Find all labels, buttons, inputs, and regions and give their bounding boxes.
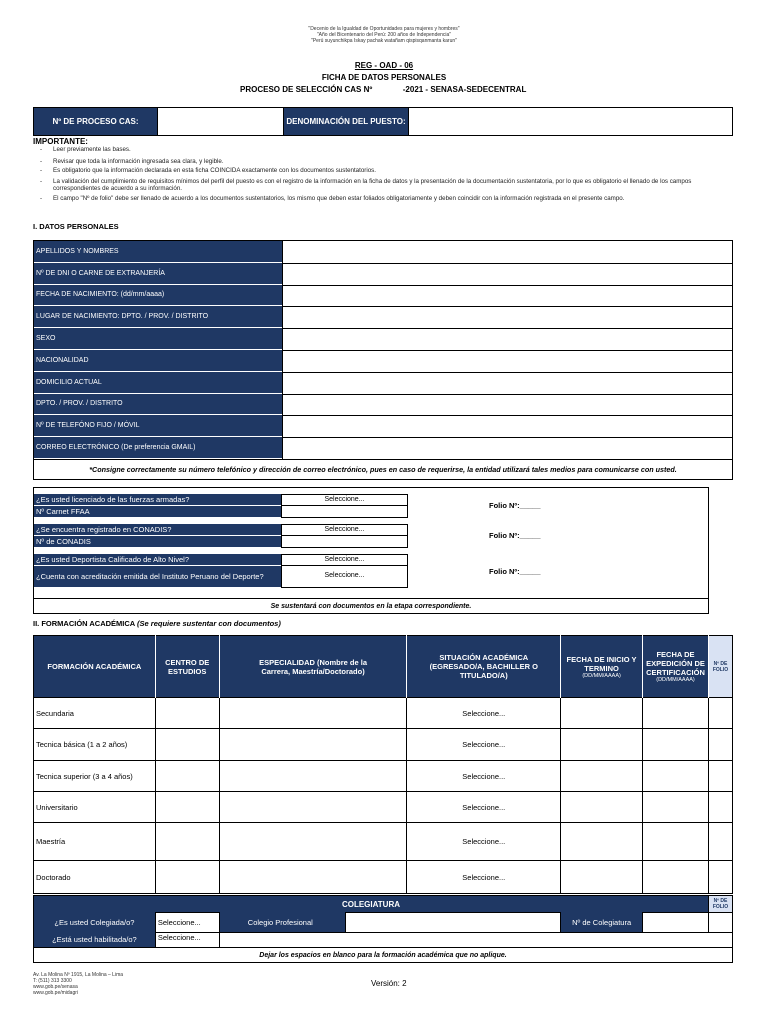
- form-title: FICHA DE DATOS PERSONALES: [321, 73, 447, 82]
- datos-row: [34, 415, 732, 437]
- situacion-select[interactable]: Seleccione...: [407, 792, 561, 823]
- centro-input[interactable]: [155, 698, 219, 729]
- centro-input[interactable]: [155, 823, 219, 861]
- select-conadis[interactable]: Seleccione...: [281, 524, 408, 536]
- situacion-select[interactable]: Seleccione...: [407, 761, 561, 792]
- datos-field-input[interactable]: [282, 263, 732, 285]
- datos-field-input[interactable]: [282, 394, 732, 416]
- datos-personales-table: [33, 240, 733, 480]
- questions-note: Se sustentará con documentos en la etapa correspondiente.: [34, 598, 708, 613]
- colegio-label: Colegio Profesional: [219, 913, 345, 933]
- decenio-line: "Perú suyunchikpa Iskay pachak watañam qispisqanmanta karun": [311, 38, 457, 44]
- colegio-input[interactable]: [345, 913, 561, 933]
- formacion-level: Universitario: [34, 792, 156, 823]
- datos-row: [34, 306, 732, 328]
- centro-input[interactable]: [155, 792, 219, 823]
- fecha-inicio-input[interactable]: [561, 761, 643, 792]
- fecha-exp-input[interactable]: [643, 792, 709, 823]
- fecha-inicio-label: FECHA DE INICIO Y TERMINO: [566, 654, 637, 673]
- colegiada-select[interactable]: Seleccione...: [155, 913, 219, 933]
- formacion-level: Tecnica superior (3 a 4 años): [34, 761, 156, 792]
- especialidad-input[interactable]: [219, 823, 407, 861]
- select-ipd[interactable]: Seleccione...: [281, 566, 408, 588]
- colegiatura-note: Dejar los espacios en blanco para la formación académica que no aplique.: [34, 948, 733, 963]
- centro-input[interactable]: [155, 729, 219, 761]
- formacion-row: [34, 698, 733, 729]
- address-line: www.gob.pe/midagri: [33, 990, 79, 996]
- importante-item: La validación del cumplimiento de requisitos mínimos del perfil del puesto es con el registro de la información en la ficha de datos y la presentación de la documentación sustentatoria, por lo que es obligatorio el llenado de los campos correspondientes de acuerdo a su información.: [53, 177, 692, 193]
- datos-row: [34, 394, 732, 416]
- header-formacion: FORMACIÓN ACADÉMICA: [34, 636, 156, 698]
- datos-field-label: CORREO ELECTRÓNICO (De preferencia GMAIL): [34, 437, 282, 459]
- formacion-table: [33, 635, 733, 894]
- situacion-select[interactable]: Seleccione...: [407, 823, 561, 861]
- folio-ffaa[interactable]: Folio Nº:_____: [489, 501, 541, 510]
- situacion-select[interactable]: Seleccione...: [407, 729, 561, 761]
- version-label: Versión: 2: [371, 979, 407, 988]
- datos-field-label: DOMICILIO ACTUAL: [34, 372, 282, 394]
- datos-row: [34, 437, 732, 459]
- folio-input[interactable]: [708, 861, 732, 894]
- datos-field-input[interactable]: [282, 285, 732, 307]
- folio-input[interactable]: [708, 761, 732, 792]
- colegiatura-folio-header: Nº DE FOLIO: [708, 896, 732, 913]
- folio-input[interactable]: [708, 823, 732, 861]
- process-suffix: -2021 - SENASA-SEDECENTRAL: [402, 85, 527, 94]
- importante-item: Es obligatorio que la información declarada en esta ficha COINCIDA exactamente con los documentos sustentatorios.: [53, 167, 376, 175]
- top-row: [33, 107, 733, 136]
- address-line: www.gob.pe/senasa: [33, 984, 78, 990]
- puesto-input[interactable]: [408, 108, 732, 135]
- datos-field-input[interactable]: [282, 415, 732, 437]
- folio-input[interactable]: [708, 729, 732, 761]
- questions-block: [33, 487, 709, 614]
- question-ffaa: ¿Es usted licenciado de las fuerzas armadas?: [34, 494, 281, 506]
- formacion-row: [34, 729, 733, 761]
- formacion-level: Secundaria: [34, 698, 156, 729]
- formacion-row: [34, 761, 733, 792]
- carnet-ffaa-input[interactable]: [281, 506, 408, 518]
- colegiatura-num-label: Nº de Colegiatura: [561, 913, 643, 933]
- decenio-line: "Año del Bicentenario del Perú: 200 años de Independencia": [316, 32, 452, 38]
- datos-field-input[interactable]: [282, 437, 732, 459]
- formacion-level: Tecnica básica (1 a 2 años): [34, 729, 156, 761]
- question-conadis: ¿Se encuentra registrado en CONADIS?: [34, 524, 281, 536]
- folio-input[interactable]: [708, 698, 732, 729]
- puesto-label: DENOMINACIÓN DEL PUESTO:: [284, 108, 408, 135]
- fecha-exp-input[interactable]: [643, 861, 709, 894]
- fecha-exp-label: FECHA DE EXPEDICIÓN DE CERTIFICACIÓN: [646, 650, 705, 677]
- datos-row: [34, 263, 732, 285]
- datos-field-input[interactable]: [282, 306, 732, 328]
- datos-row: [34, 285, 732, 307]
- header-especialidad: ESPECIALIDAD (Nombre de la Carrera, Maestría/Doctorado): [219, 636, 407, 698]
- header-folio: Nº DE FOLIO: [708, 636, 732, 698]
- especialidad-input[interactable]: [219, 861, 407, 894]
- folio-deportista[interactable]: Folio Nº:_____: [489, 567, 541, 576]
- fecha-exp-input[interactable]: [643, 698, 709, 729]
- fecha-exp-input[interactable]: [643, 761, 709, 792]
- folio-conadis[interactable]: Folio Nº:_____: [489, 531, 541, 540]
- formacion-title: II. FORMACIÓN ACADÉMICA: [33, 619, 135, 628]
- address-line: Av. La Molina Nº 1915, La Molina – Lima: [33, 972, 124, 978]
- datos-row: [34, 328, 732, 350]
- process-line: [240, 85, 540, 94]
- colegiatura-num-input[interactable]: [643, 913, 709, 933]
- colegiada-question: ¿Es usted Colegiada/o?: [34, 913, 156, 933]
- proceso-cas-input[interactable]: [157, 108, 284, 135]
- address-line: T: (511) 313 3300: [33, 978, 72, 984]
- formacion-level: Doctorado: [34, 861, 156, 894]
- header-centro: CENTRO DE ESTUDIOS: [155, 636, 219, 698]
- especialidad-input[interactable]: [219, 761, 407, 792]
- fecha-exp-input[interactable]: [643, 729, 709, 761]
- fecha-inicio-input[interactable]: [561, 823, 643, 861]
- question-deportista: ¿Es usted Deportista Calificado de Alto Nivel?: [34, 554, 281, 566]
- formacion-row: [34, 823, 733, 861]
- datos-field-label: APELLIDOS Y NOMBRES: [34, 241, 282, 263]
- datos-note: *Consigne correctamente su número telefónico y dirección de correo electrónico, pues en caso de requerirse, la entidad utilizará tales medios para comunicarse con usted.: [34, 459, 732, 479]
- datos-field-input[interactable]: [282, 350, 732, 372]
- colegiatura-title: COLEGIATURA: [34, 896, 709, 913]
- datos-field-label: SEXO: [34, 328, 282, 350]
- colegiatura-table: [33, 895, 733, 963]
- form-code: REG - OAD - 06: [354, 61, 414, 70]
- fecha-inicio-sub: (DD/MM/AAAA): [582, 672, 621, 679]
- habilitada-select[interactable]: Seleccione...: [155, 933, 219, 948]
- fecha-inicio-input[interactable]: [561, 861, 643, 894]
- fecha-inicio-input[interactable]: [561, 698, 643, 729]
- especialidad-input[interactable]: [219, 698, 407, 729]
- footer-address: [33, 972, 123, 996]
- datos-field-label: FECHA DE NACIMIENTO: (dd/mm/aaaa): [34, 285, 282, 307]
- conadis-number-input[interactable]: [281, 536, 408, 548]
- importante-item: El campo "Nº de folio" debe ser llenado de acuerdo a los documentos sustentatorios, los mismo que deben estar foliados obligatoriamente y deben coincidir con la información registrada en el presente campo.: [53, 194, 625, 202]
- proceso-cas-label: Nº DE PROCESO CAS:: [34, 108, 157, 135]
- decenio-header: [184, 26, 584, 44]
- especialidad-input[interactable]: [219, 729, 407, 761]
- question-ipd: ¿Cuenta con acreditación emitida del Instituto Peruano del Deporte?: [34, 566, 281, 588]
- fecha-inicio-input[interactable]: [561, 792, 643, 823]
- datos-row: [34, 372, 732, 394]
- importante-item: Revisar que toda la información ingresada sea clara, y legible.: [53, 157, 224, 165]
- folio-input[interactable]: [708, 792, 732, 823]
- centro-input[interactable]: [155, 861, 219, 894]
- habilitada-blank: [219, 933, 732, 948]
- especialidad-input[interactable]: [219, 792, 407, 823]
- importante-item: Leer previamente las bases.: [53, 146, 131, 153]
- formacion-row: [34, 861, 733, 894]
- datos-field-label: NACIONALIDAD: [34, 350, 282, 372]
- process-prefix: PROCESO DE SELECCIÓN CAS Nº: [240, 85, 373, 94]
- header-fecha-exp: [643, 636, 709, 698]
- section-datos-title: I. DATOS PERSONALES: [33, 222, 119, 231]
- section-formacion-title: [33, 619, 281, 628]
- fecha-exp-input[interactable]: [643, 823, 709, 861]
- datos-field-label: Nº DE DNI O CARNE DE EXTRANJERÍA: [34, 263, 282, 285]
- select-ffaa[interactable]: Seleccione...: [281, 494, 408, 506]
- formacion-level: Maestría: [34, 823, 156, 861]
- datos-row: [34, 241, 732, 263]
- fecha-inicio-input[interactable]: [561, 729, 643, 761]
- header-fecha-inicio: [561, 636, 643, 698]
- formacion-row: [34, 792, 733, 823]
- importante-list: - Leer previamente las bases. - Revisar que toda la información ingresada sea clara, y legible. - Es obligatorio que la información declarada en esta ficha COINCIDA exactamente con los documentos sustentatorios. - La validación del cumplimiento de requisitos mínimos del perfil del puesto es con el registro de la información en la ficha de datos y la presentación de la documentación sustentatoria, por lo que es obligatorio el llenado de los campos correspondientes de acuerdo a su información. - El campo "Nº de folio" debe ser llenado de acuerdo a los documentos sustentatorios, los mismo que deben estar foliados obligatoriamente y deben coincidir con la información registrada en el presente campo.: [40, 146, 735, 203]
- habilitada-question: ¿Está usted habilitada/o?: [34, 933, 156, 948]
- formacion-subtitle: (Se requiere sustentar con documentos): [137, 619, 281, 628]
- centro-input[interactable]: [155, 761, 219, 792]
- datos-field-label: DPTO. / PROV. / DISTRITO: [34, 394, 282, 416]
- datos-field-label: LUGAR DE NACIMIENTO: DPTO. / PROV. / DISTRITO: [34, 306, 282, 328]
- datos-field-input[interactable]: [282, 328, 732, 350]
- situacion-select[interactable]: Seleccione...: [407, 861, 561, 894]
- header-situacion: SITUACIÓN ACADÉMICA (EGRESADO/A, BACHILLER O TITULADO/A): [407, 636, 561, 698]
- importante-title: IMPORTANTE:: [33, 137, 88, 146]
- conadis-number-label: Nº de CONADIS: [34, 536, 281, 548]
- fecha-exp-sub: (DD/MM/AAAA): [656, 677, 695, 683]
- situacion-select[interactable]: Seleccione...: [407, 698, 561, 729]
- datos-row: [34, 350, 732, 372]
- datos-field-label: Nº DE TELEFÓNO FIJO / MÓVIL: [34, 415, 282, 437]
- datos-field-input[interactable]: [282, 372, 732, 394]
- decenio-line: "Decenio de la Igualdad de Oportunidades para mujeres y hombres": [308, 26, 460, 32]
- carnet-ffaa-label: Nº Carnet FFAA: [34, 506, 281, 518]
- colegiatura-folio-input[interactable]: [708, 913, 732, 933]
- datos-field-input[interactable]: [282, 241, 732, 263]
- select-deportista[interactable]: Seleccione...: [281, 554, 408, 566]
